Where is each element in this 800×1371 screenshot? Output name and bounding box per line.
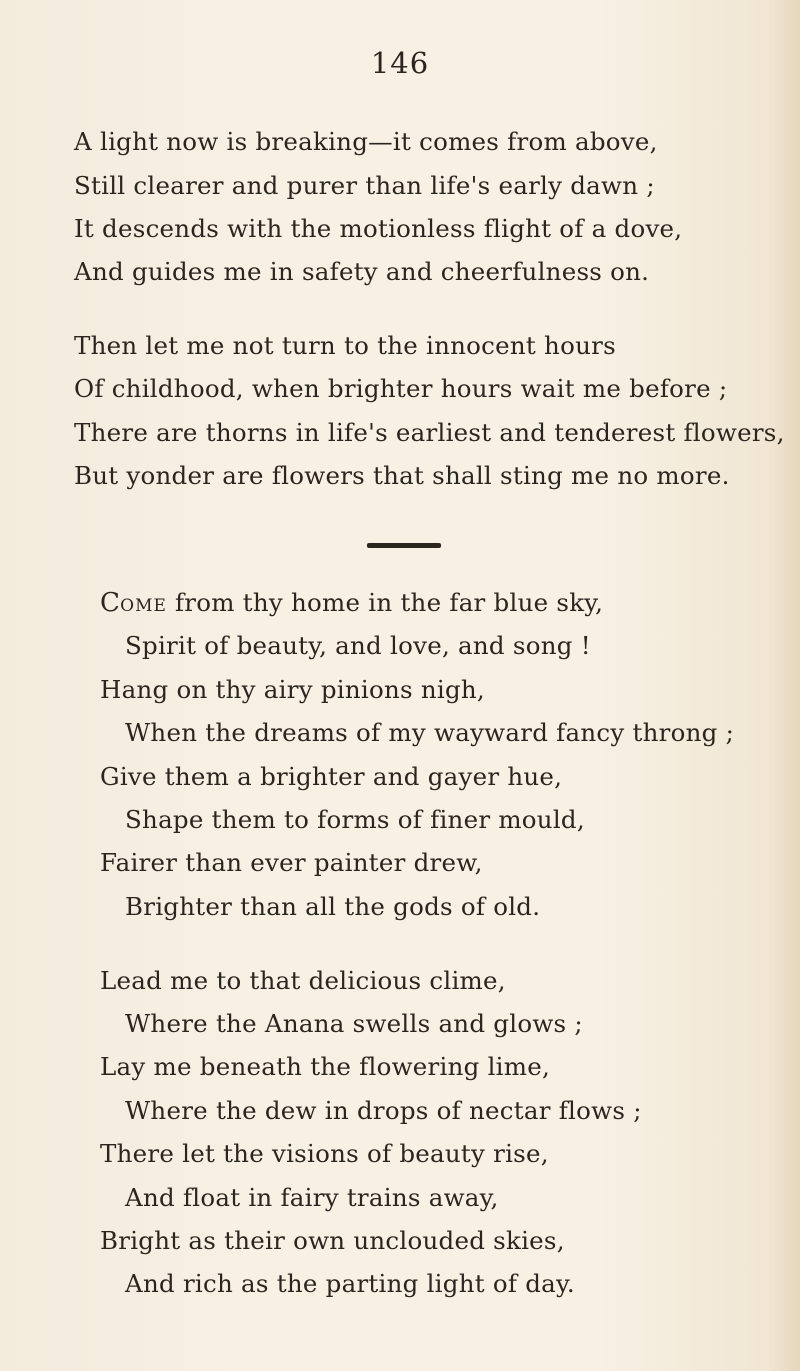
poem-line: But yonder are flowers that shall sting me no more.: [74, 461, 730, 490]
poem-line: Lead me to that delicious clime,: [100, 966, 506, 995]
poem-line: Spirit of beauty, and love, and song !: [125, 631, 591, 660]
poem-line: And rich as the parting light of day.: [125, 1269, 575, 1298]
poem-line: Lay me beneath the flowering lime,: [100, 1052, 551, 1081]
poem-line: And float in fairy trains away,: [125, 1183, 499, 1212]
poem-line: There let the visions of beauty rise,: [100, 1139, 549, 1168]
poem-line: When the dreams of my wayward fancy throng ;: [125, 718, 735, 747]
poem-line: A light now is breaking—it comes from above,: [74, 127, 658, 156]
poem-line: Then let me not turn to the innocent hours: [74, 331, 616, 360]
poem-line: Of childhood, when brighter hours wait me before ;: [74, 374, 728, 403]
page-number: 146: [370, 46, 430, 80]
poem-line: Where the dew in drops of nectar flows ;: [125, 1096, 642, 1125]
poem-line: There are thorns in life's earliest and tenderest flowers,: [74, 418, 785, 447]
poem-line: Shape them to forms of finer mould,: [125, 805, 585, 834]
poem-line: Where the Anana swells and glows ;: [125, 1009, 583, 1038]
poem-line: It descends with the motionless flight of a dove,: [74, 214, 683, 243]
initial-letter: C: [100, 588, 121, 618]
poem-line: Hang on thy airy pinions nigh,: [100, 675, 485, 704]
poem-line: Brighter than all the gods of old.: [125, 892, 541, 921]
poem-line: And guides me in safety and cheerfulness on.: [74, 257, 650, 286]
first-word-rest: ome: [120, 588, 167, 617]
section-divider: [367, 543, 441, 548]
poem-line-first: [100, 588, 603, 618]
poem-line: Give them a brighter and gayer hue,: [100, 762, 563, 791]
poem-line: Bright as their own unclouded skies,: [100, 1226, 565, 1255]
poem-line: Fairer than ever painter drew,: [100, 848, 483, 877]
first-line-rest: from thy home in the far blue sky,: [166, 588, 604, 617]
poem-line: Still clearer and purer than life's early dawn ;: [74, 171, 655, 200]
